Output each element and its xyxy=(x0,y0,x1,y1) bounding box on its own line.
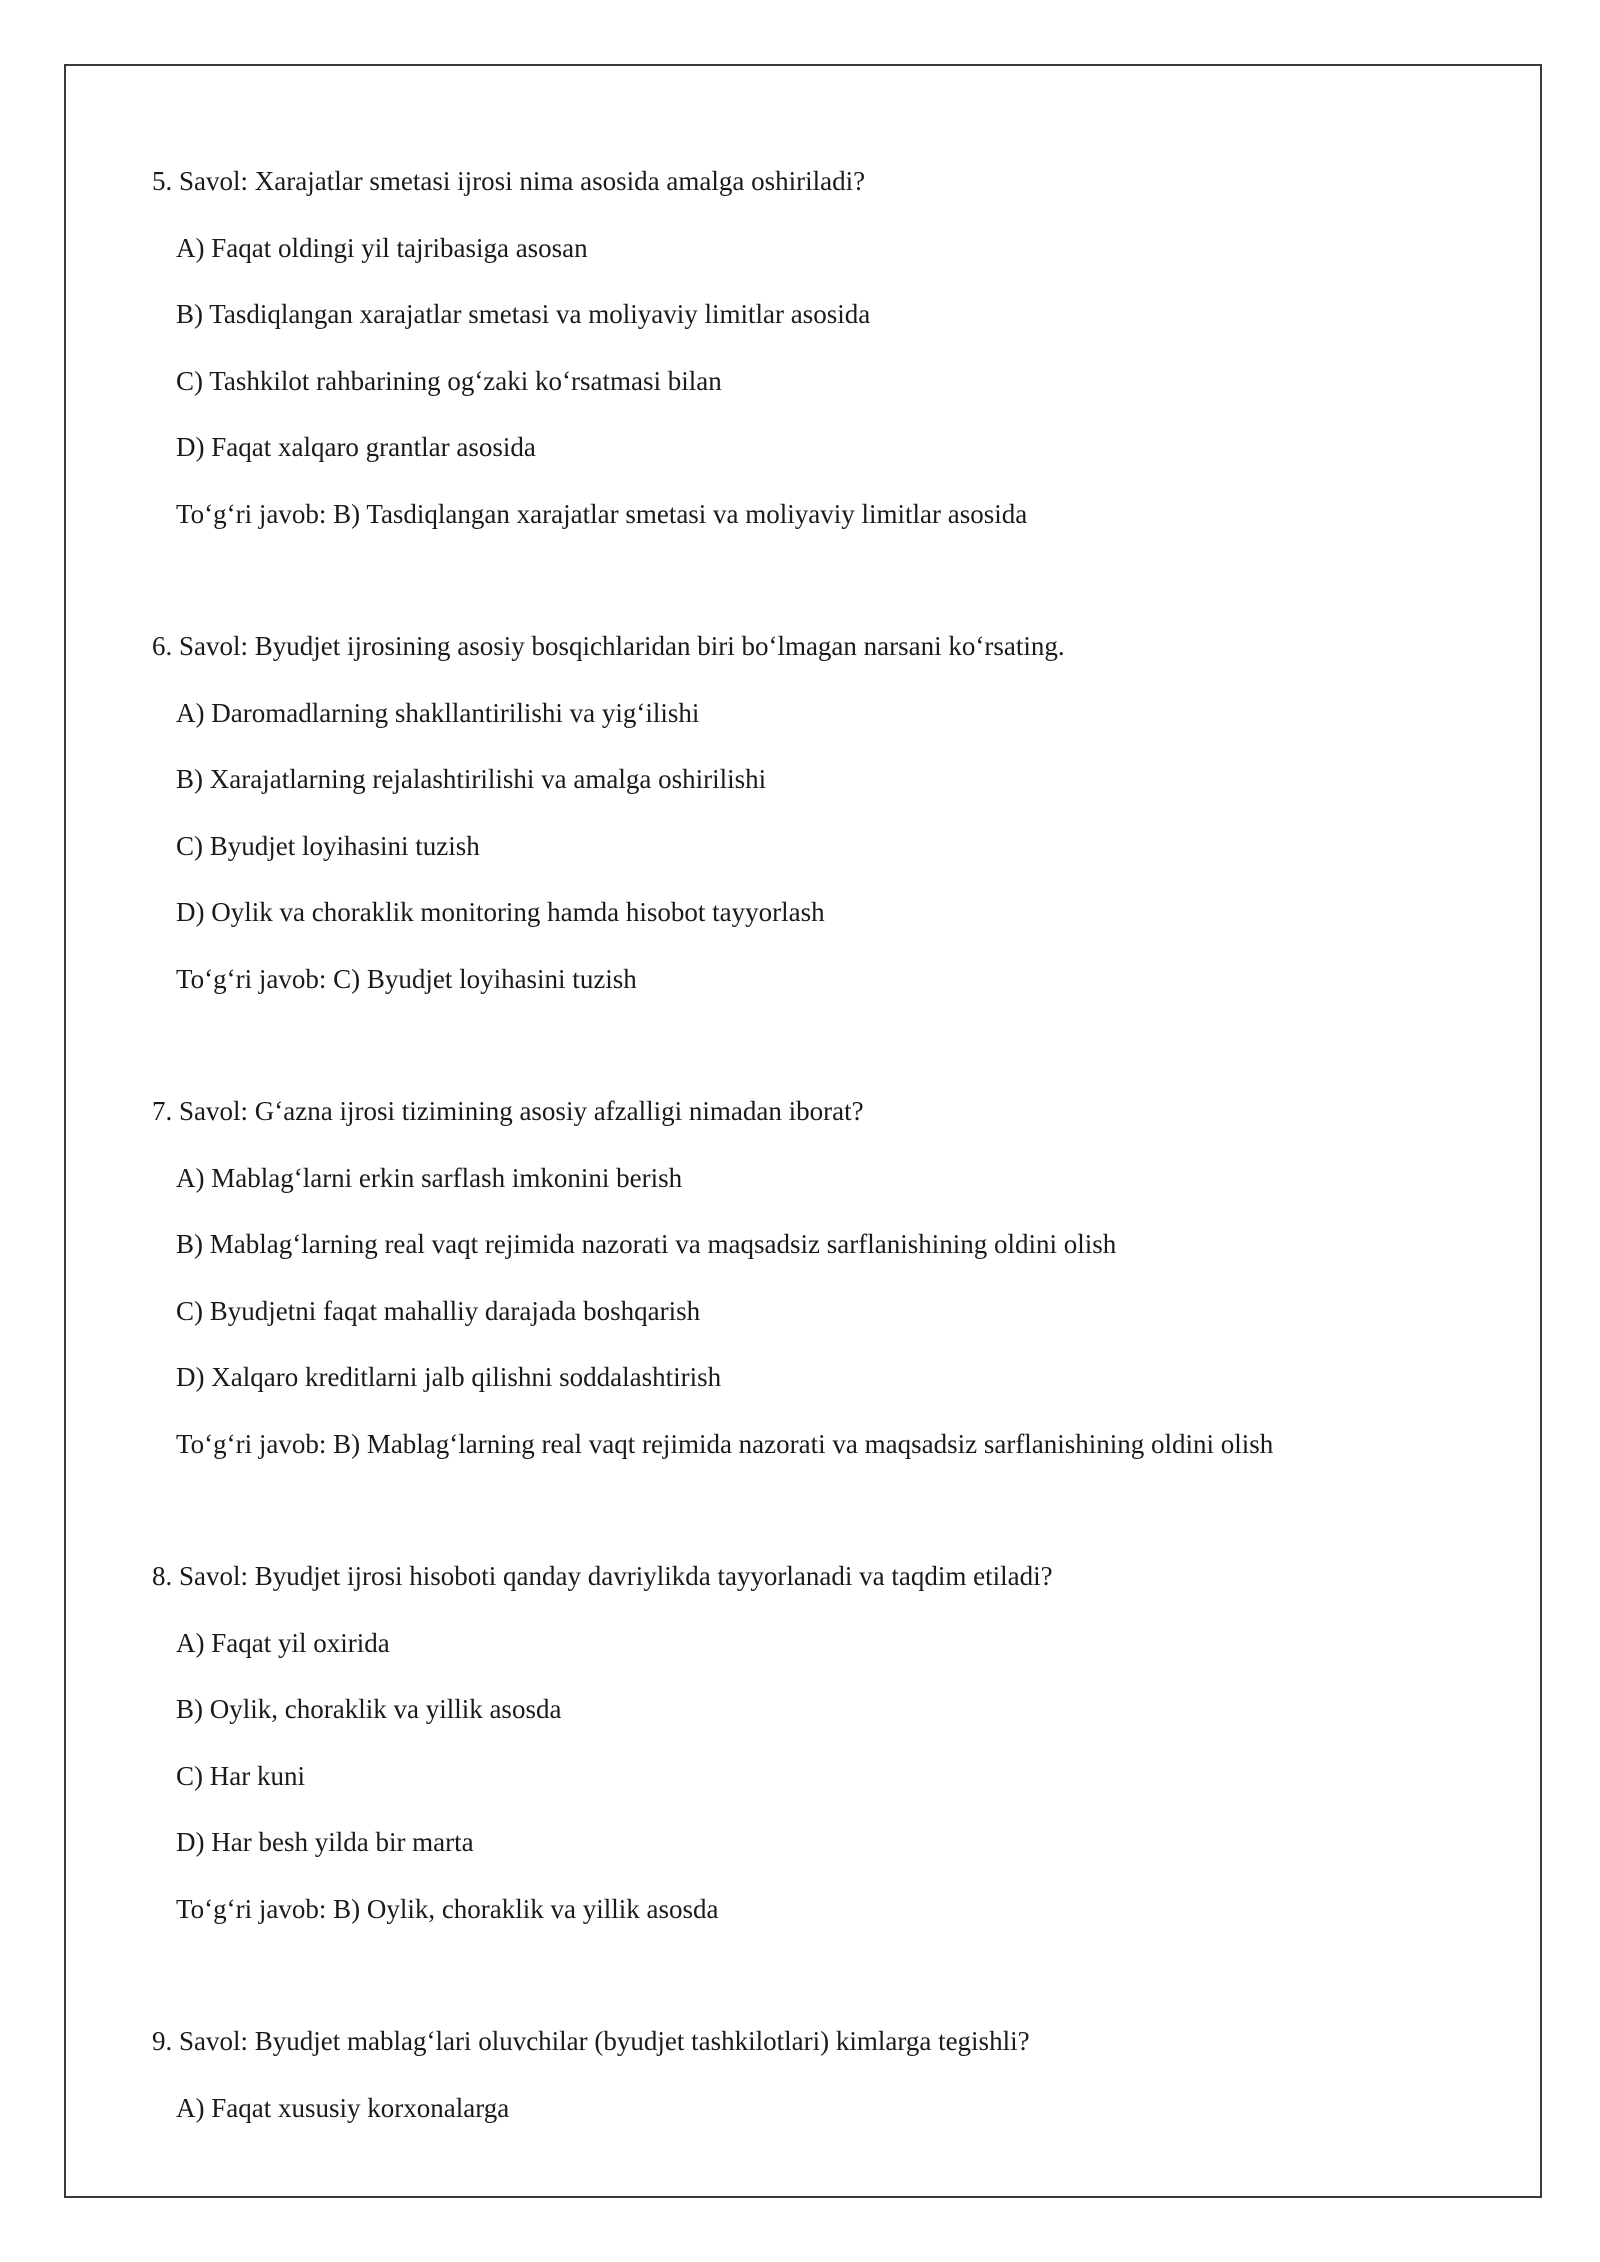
option-c: C) Byudjet loyihasini tuzish xyxy=(176,830,480,861)
option-a: A) Faqat oldingi yil tajribasiga asosan xyxy=(176,232,588,263)
question-block-6 xyxy=(152,613,1492,1012)
option-d: D) Xalqaro kreditlarni jalb qilishni soddalashtirish xyxy=(176,1362,722,1392)
question-text: 5. Savol: Xarajatlar smetasi ijrosi nima asosida amalga oshiriladi? xyxy=(152,166,866,196)
option-b: B) Xarajatlarning rejalashtirilishi va amalga oshirilishi xyxy=(176,764,767,794)
question-text: 7. Savol: G‘azna ijrosi tizimining asosiy afzalligi nimadan iborat? xyxy=(152,1096,864,1126)
correct-answer: To‘g‘ri javob: C) Byudjet loyihasini tuzish xyxy=(176,963,637,994)
option-a: A) Faqat xususiy korxonalarga xyxy=(176,2092,510,2123)
correct-answer: To‘g‘ri javob: B) Tasdiqlangan xarajatlar smetasi va moliyaviy limitlar asosida xyxy=(176,498,1028,529)
option-b: B) Mablag‘larning real vaqt rejimida nazorati va maqsadsiz sarflanishining oldini olish xyxy=(176,1229,1117,1259)
correct-answer: To‘g‘ri javob: B) Oylik, choraklik va yillik asosda xyxy=(176,1893,719,1924)
option-c: C) Har kuni xyxy=(176,1760,305,1791)
option-a: A) Faqat yil oxirida xyxy=(176,1627,390,1658)
option-c: C) Tashkilot rahbarining og‘zaki ko‘rsatmasi bilan xyxy=(176,365,722,396)
option-d: D) Har besh yilda bir marta xyxy=(176,1827,474,1857)
option-a: A) Mablag‘larni erkin sarflash imkonini berish xyxy=(176,1162,683,1193)
question-block-7 xyxy=(152,1078,1492,1477)
option-d: D) Faqat xalqaro grantlar asosida xyxy=(176,432,536,462)
question-block-5 xyxy=(152,148,1492,547)
option-d: D) Oylik va choraklik monitoring hamda hisobot tayyorlash xyxy=(176,897,825,927)
option-c: C) Byudjetni faqat mahalliy darajada boshqarish xyxy=(176,1295,701,1326)
correct-answer: To‘g‘ri javob: B) Mablag‘larning real vaqt rejimida nazorati va maqsadsiz sarflanishining oldini olish xyxy=(176,1428,1274,1459)
question-text: 8. Savol: Byudjet ijrosi hisoboti qanday davriylikda tayyorlanadi va taqdim etiladi? xyxy=(152,1561,1053,1591)
option-a: A) Daromadlarning shakllantirilishi va yig‘ilishi xyxy=(176,697,700,728)
question-block-9 xyxy=(152,2008,1492,2141)
question-text: 6. Savol: Byudjet ijrosining asosiy bosqichlaridan biri bo‘lmagan narsani ko‘rsating. xyxy=(152,631,1065,661)
option-b: B) Oylik, choraklik va yillik asosda xyxy=(176,1694,562,1724)
option-b: B) Tasdiqlangan xarajatlar smetasi va moliyaviy limitlar asosida xyxy=(176,299,871,329)
document-body xyxy=(152,148,1492,2141)
question-block-8 xyxy=(152,1543,1492,1942)
question-text: 9. Savol: Byudjet mablag‘lari oluvchilar (byudjet tashkilotlari) kimlarga tegishli? xyxy=(152,2026,1030,2056)
